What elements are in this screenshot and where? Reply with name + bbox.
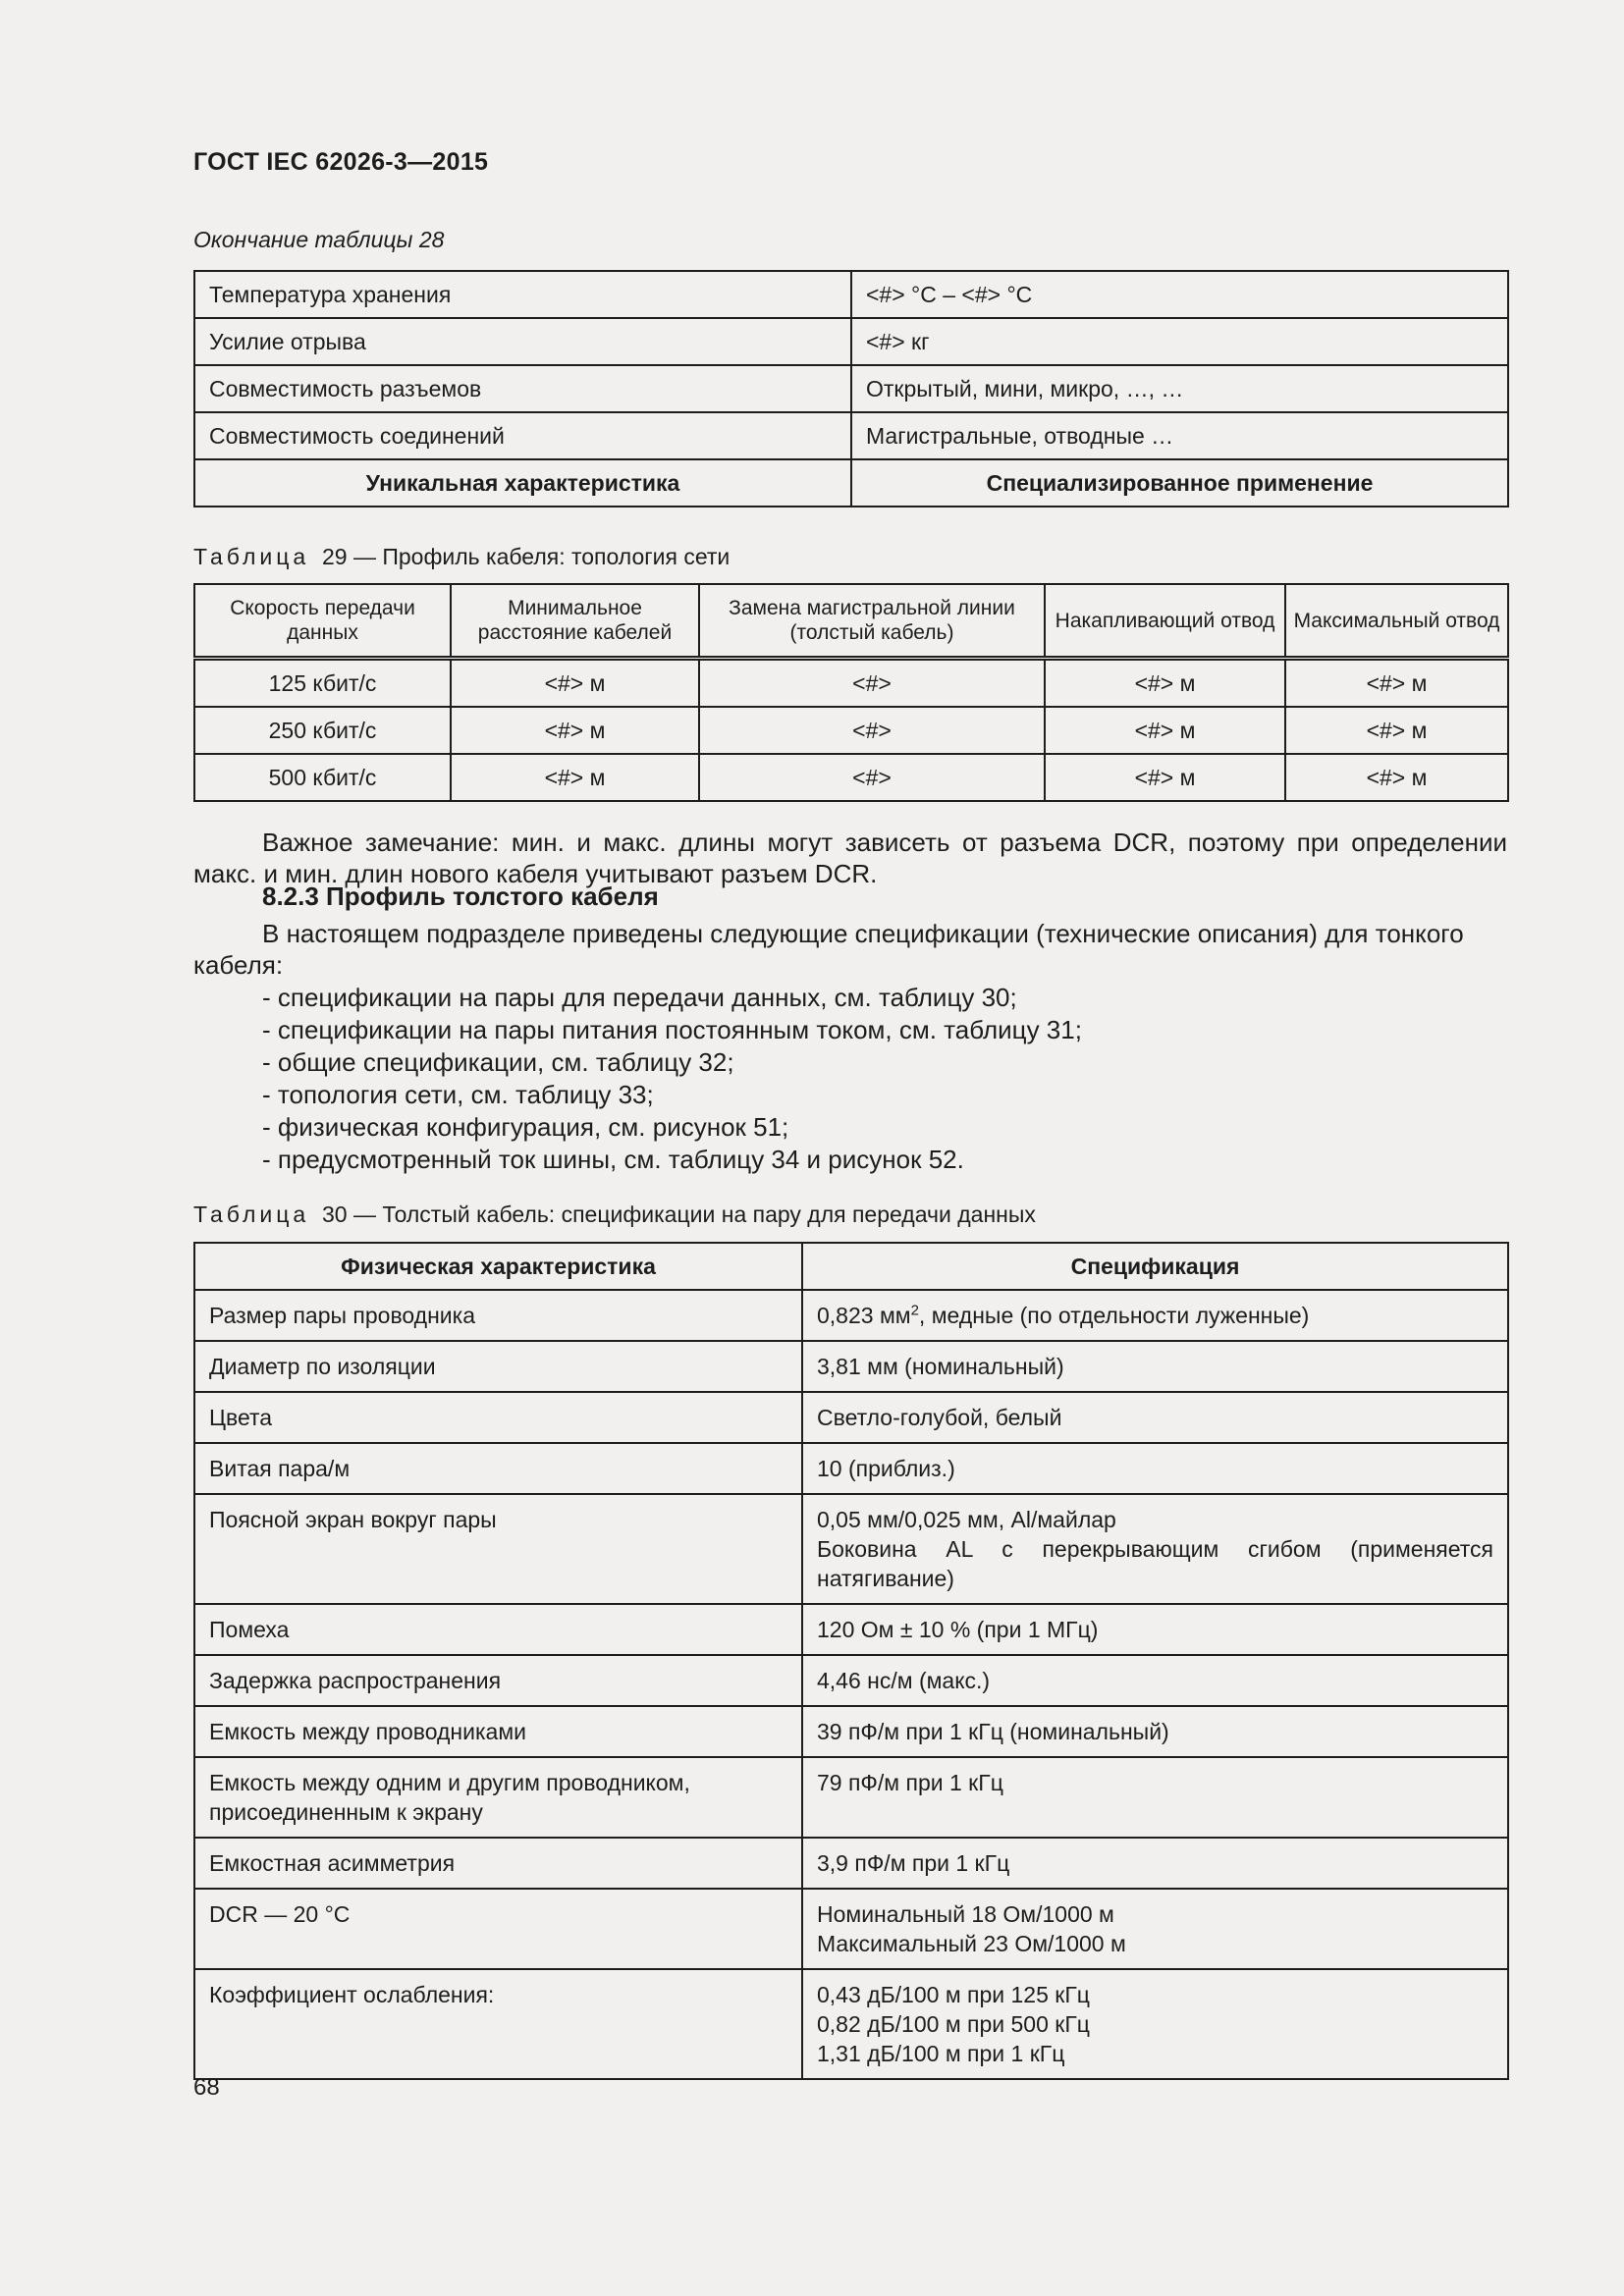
- intro-paragraph: В настоящем подразделе приведены следующие спецификации (технические описания) для тонкого кабеля:: [193, 919, 1464, 980]
- table-row: [194, 1838, 1508, 1889]
- list-item: - спецификации на пары питания постоянным током, см. таблицу 31;: [262, 1015, 1082, 1044]
- note-paragraph: Важное замечание: мин. и макс. длины могут зависеть от разъема DCR, поэтому при определении макс. и мин. длин нового кабеля учитывают разъем DCR.: [193, 828, 1507, 888]
- table-header-cell: Уникальная характеристика: [194, 459, 851, 507]
- table-cell: <#> м: [1285, 659, 1508, 708]
- column-header: Максимальный отвод: [1285, 584, 1508, 659]
- table-cell: <#>: [699, 754, 1045, 801]
- table-cell: <#>: [699, 659, 1045, 708]
- table-28: [193, 270, 1509, 507]
- spec-line: 1,31 дБ/100 м при 1 кГц: [817, 2041, 1065, 2066]
- characteristic-cell: Емкость между проводниками: [194, 1706, 802, 1757]
- spec-cell: 79 пФ/м при 1 кГц: [802, 1757, 1508, 1838]
- table28-caption: Окончание таблицы 28: [193, 227, 445, 252]
- table-cell: Магистральные, отводные …: [851, 412, 1508, 459]
- section-heading: 8.2.3 Профиль толстого кабеля: [262, 881, 659, 911]
- table30-caption: [193, 1201, 1036, 1228]
- list-item: - спецификации на пары для передачи данных, см. таблицу 30;: [262, 983, 1017, 1012]
- characteristic-cell: Размер пары проводника: [194, 1290, 802, 1341]
- table-cell: <#> °С – <#> °С: [851, 271, 1508, 318]
- table-row: [194, 754, 1508, 801]
- table-row: [194, 659, 1508, 708]
- table-row: [194, 707, 1508, 754]
- table-cell: 125 кбит/с: [194, 659, 451, 708]
- caption-text: 29 — Профиль кабеля: топология сети: [321, 544, 731, 569]
- spec-cell: Светло-голубой, белый: [802, 1392, 1508, 1443]
- table-row: [194, 412, 1508, 459]
- caption-label: Таблица: [193, 544, 310, 569]
- table-row: [194, 1392, 1508, 1443]
- table-cell: <#> м: [1285, 707, 1508, 754]
- page-number: 68: [193, 2074, 220, 2101]
- table-cell: <#> кг: [851, 318, 1508, 365]
- table-cell: 500 кбит/с: [194, 754, 451, 801]
- characteristic-cell: Коэффициент ослабления:: [194, 1969, 802, 2079]
- table-row: [194, 1757, 1508, 1838]
- spec-cell: 3,9 пФ/м при 1 кГц: [802, 1838, 1508, 1889]
- table-row: [194, 1604, 1508, 1655]
- table-row: [194, 1889, 1508, 1969]
- table-row: [194, 1341, 1508, 1392]
- spec-cell: [802, 1494, 1508, 1604]
- column-header: Физическая характеристика: [194, 1243, 802, 1290]
- characteristic-cell: Диаметр по изоляции: [194, 1341, 802, 1392]
- table-row: [194, 1494, 1508, 1604]
- characteristic-cell: Емкостная асимметрия: [194, 1838, 802, 1889]
- spec-line: 0,82 дБ/100 м при 500 кГц: [817, 2011, 1090, 2037]
- table-30: [193, 1242, 1509, 2080]
- spec-cell: [802, 1889, 1508, 1969]
- table-cell: 250 кбит/с: [194, 707, 451, 754]
- caption-label: Таблица: [193, 1201, 310, 1227]
- table-cell: <#> м: [451, 754, 699, 801]
- table-cell: <#> м: [1285, 754, 1508, 801]
- spec-cell: 0,823 $мм^2$, медные (по отдельности луженные): [802, 1290, 1508, 1341]
- table-header-row: [194, 459, 1508, 507]
- list-item: - физическая конфигурация, см. рисунок 51;: [262, 1112, 789, 1142]
- list-item: - предусмотренный ток шины, см. таблицу 34 и рисунок 52.: [262, 1145, 964, 1174]
- table-cell: <#>: [699, 707, 1045, 754]
- table29-caption: [193, 544, 730, 570]
- spec-cell: 4,46 нс/м (макс.): [802, 1655, 1508, 1706]
- column-header: Спецификация: [802, 1243, 1508, 1290]
- table-cell: <#> м: [1045, 707, 1285, 754]
- table-cell: Совместимость соединений: [194, 412, 851, 459]
- standard-header: ГОСТ IEC 62026-3—2015: [193, 148, 489, 176]
- table-row: [194, 365, 1508, 412]
- list-item: - общие спецификации, см. таблицу 32;: [262, 1047, 734, 1077]
- column-header: Скорость передачи данных: [194, 584, 451, 659]
- spec-cell: 39 пФ/м при 1 кГц (номинальный): [802, 1706, 1508, 1757]
- table-cell: <#> м: [451, 707, 699, 754]
- table-header-cell: Специализированное применение: [851, 459, 1508, 507]
- bullet-list: [262, 982, 1082, 1176]
- table-cell: <#> м: [451, 659, 699, 708]
- table-cell: Совместимость разъемов: [194, 365, 851, 412]
- table-cell: <#> м: [1045, 754, 1285, 801]
- column-header: Замена магистральной линии (толстый кабель): [699, 584, 1045, 659]
- characteristic-cell: Емкость между одним и другим проводником, присоединенным к экрану: [194, 1757, 802, 1838]
- characteristic-cell: DCR — 20 °С: [194, 1889, 802, 1969]
- table-row: [194, 1443, 1508, 1494]
- table-row: [194, 1969, 1508, 2079]
- spec-line: 0,43 дБ/100 м при 125 кГц: [817, 1982, 1090, 2007]
- spec-line: Боковина AL с перекрывающим сгибом (применяется натягивание): [817, 1536, 1493, 1591]
- table-header-row: [194, 584, 1508, 659]
- characteristic-cell: Витая пара/м: [194, 1443, 802, 1494]
- characteristic-cell: Задержка распространения: [194, 1655, 802, 1706]
- spec-line: 0,05 мм/0,025 мм, Al/майлар: [817, 1507, 1116, 1532]
- spec-cell: 3,81 мм (номинальный): [802, 1341, 1508, 1392]
- spec-line: Максимальный 23 Ом/1000 м: [817, 1931, 1126, 1956]
- table-row: [194, 318, 1508, 365]
- table-cell: Температура хранения: [194, 271, 851, 318]
- spec-cell: 10 (приблиз.): [802, 1443, 1508, 1494]
- caption-text: 30 — Толстый кабель: спецификации на пару для передачи данных: [321, 1201, 1036, 1227]
- column-header: Накапливающий отвод: [1045, 584, 1285, 659]
- table-cell: Усилие отрыва: [194, 318, 851, 365]
- spec-cell: 120 Ом ± 10 % (при 1 МГц): [802, 1604, 1508, 1655]
- table-row: [194, 1706, 1508, 1757]
- table-row: [194, 1655, 1508, 1706]
- characteristic-cell: Цвета: [194, 1392, 802, 1443]
- table-header-row: [194, 1243, 1508, 1290]
- column-header: Минимальное расстояние кабелей: [451, 584, 699, 659]
- table-row: [194, 271, 1508, 318]
- spec-line: Номинальный 18 Ом/1000 м: [817, 1901, 1114, 1927]
- table-cell: <#> м: [1045, 659, 1285, 708]
- table-row: [194, 1290, 1508, 1341]
- characteristic-cell: Поясной экран вокруг пары: [194, 1494, 802, 1604]
- table-cell: Открытый, мини, микро, …, …: [851, 365, 1508, 412]
- characteristic-cell: Помеха: [194, 1604, 802, 1655]
- spec-cell: [802, 1969, 1508, 2079]
- list-item: - топология сети, см. таблицу 33;: [262, 1080, 654, 1109]
- table-29: [193, 583, 1509, 802]
